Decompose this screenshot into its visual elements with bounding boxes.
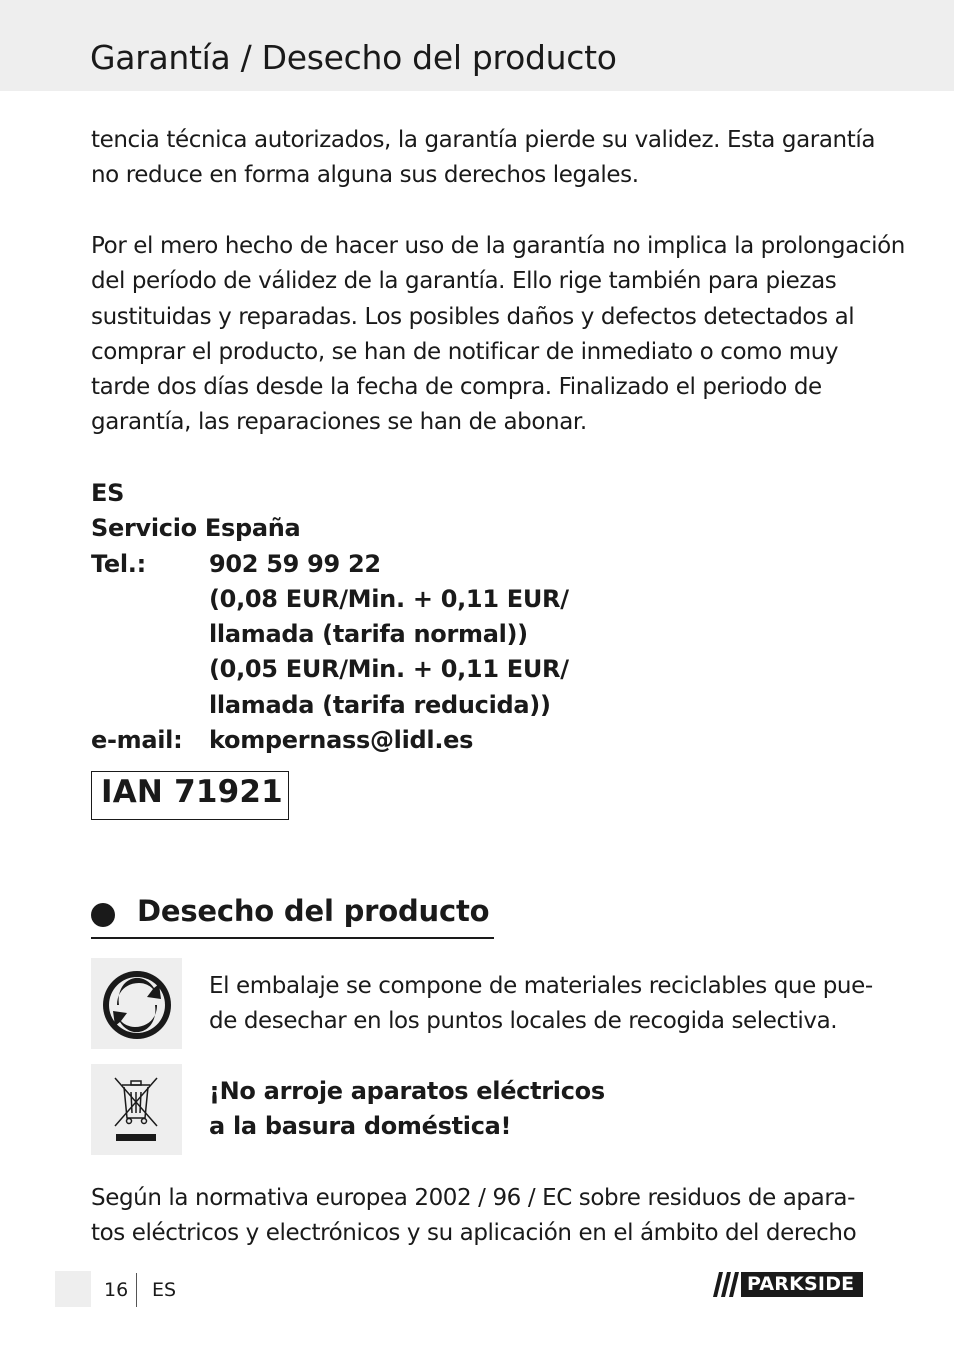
tel-label: Tel.: [91, 549, 146, 578]
email-address: kompernass@lidl.es [209, 726, 474, 755]
rate-line: (0,08 EUR/Min. + 0,11 EUR/ [209, 584, 569, 613]
page-title: Garantía / Desecho del producto [90, 38, 617, 77]
brand-slashes-icon [713, 1272, 741, 1297]
footer-divider [136, 1273, 137, 1307]
rate-line: llamada (tarifa normal)) [209, 620, 528, 649]
ian-number: IAN 71921 [101, 774, 283, 810]
brand-logo [713, 1272, 863, 1297]
text-line: del período de válidez de la garantía. Ello rige también para piezas [91, 268, 837, 295]
text-line: a la basura doméstica! [209, 1112, 512, 1141]
ian-box [91, 771, 289, 820]
weee-warning [209, 1074, 605, 1145]
bullet-icon [91, 903, 115, 927]
country-code: ES [91, 479, 125, 507]
rate-line: llamada (tarifa reducida)) [209, 690, 551, 719]
disposal-section-heading [91, 893, 494, 939]
text-line: de desechar en los puntos locales de recogida selectiva. [209, 1008, 838, 1035]
text-line: El embalaje se compone de materiales reciclables que pue- [209, 973, 873, 999]
footer-tab [55, 1271, 91, 1307]
text-line: comprar el producto, se han de notificar de inmediato o como muy [91, 338, 839, 365]
text-line: tos eléctricos y electrónicos y su aplicación en el ámbito del derecho [91, 1220, 857, 1247]
section-title: Desecho del producto [137, 894, 490, 928]
crossed-out-bin-icon [91, 1064, 182, 1155]
warranty-paragraph-1 [91, 123, 876, 194]
service-name: Servicio España [91, 514, 301, 543]
page-number: 16 [104, 1279, 129, 1301]
text-line: no reduce en forma alguna sus derechos legales. [91, 162, 639, 189]
text-line: Según la normativa europea 2002 / 96 / EC sobre residuos de apara- [91, 1185, 855, 1211]
green-dot-recycle-icon [91, 958, 182, 1049]
text-line: sustituidas y reparadas. Los posibles daños y defectos detectados al [91, 303, 855, 330]
service-contact-block [91, 476, 569, 758]
text-line: Por el mero hecho de hacer uso de la garantía no implica la prolongación [91, 233, 905, 259]
warranty-paragraph-2 [91, 229, 905, 441]
disposal-paragraph [91, 1181, 871, 1252]
language-code: ES [152, 1279, 177, 1301]
text-line: garantía, las reparaciones se han de abonar. [91, 409, 587, 436]
text-line: ¡No arroje aparatos eléctricos [209, 1077, 605, 1105]
rate-line: (0,05 EUR/Min. + 0,11 EUR/ [209, 655, 569, 684]
text-line: tencia técnica autorizados, la garantía pierde su validez. Esta garantía [91, 127, 876, 153]
recycle-text [209, 969, 873, 1040]
email-label: e-mail: [91, 726, 183, 755]
text-line: tarde dos días desde la fecha de compra. Finalizado el periodo de [91, 374, 822, 401]
brand-name: PARKSIDE [747, 1273, 855, 1295]
tel-number: 902 59 99 22 [209, 549, 381, 578]
